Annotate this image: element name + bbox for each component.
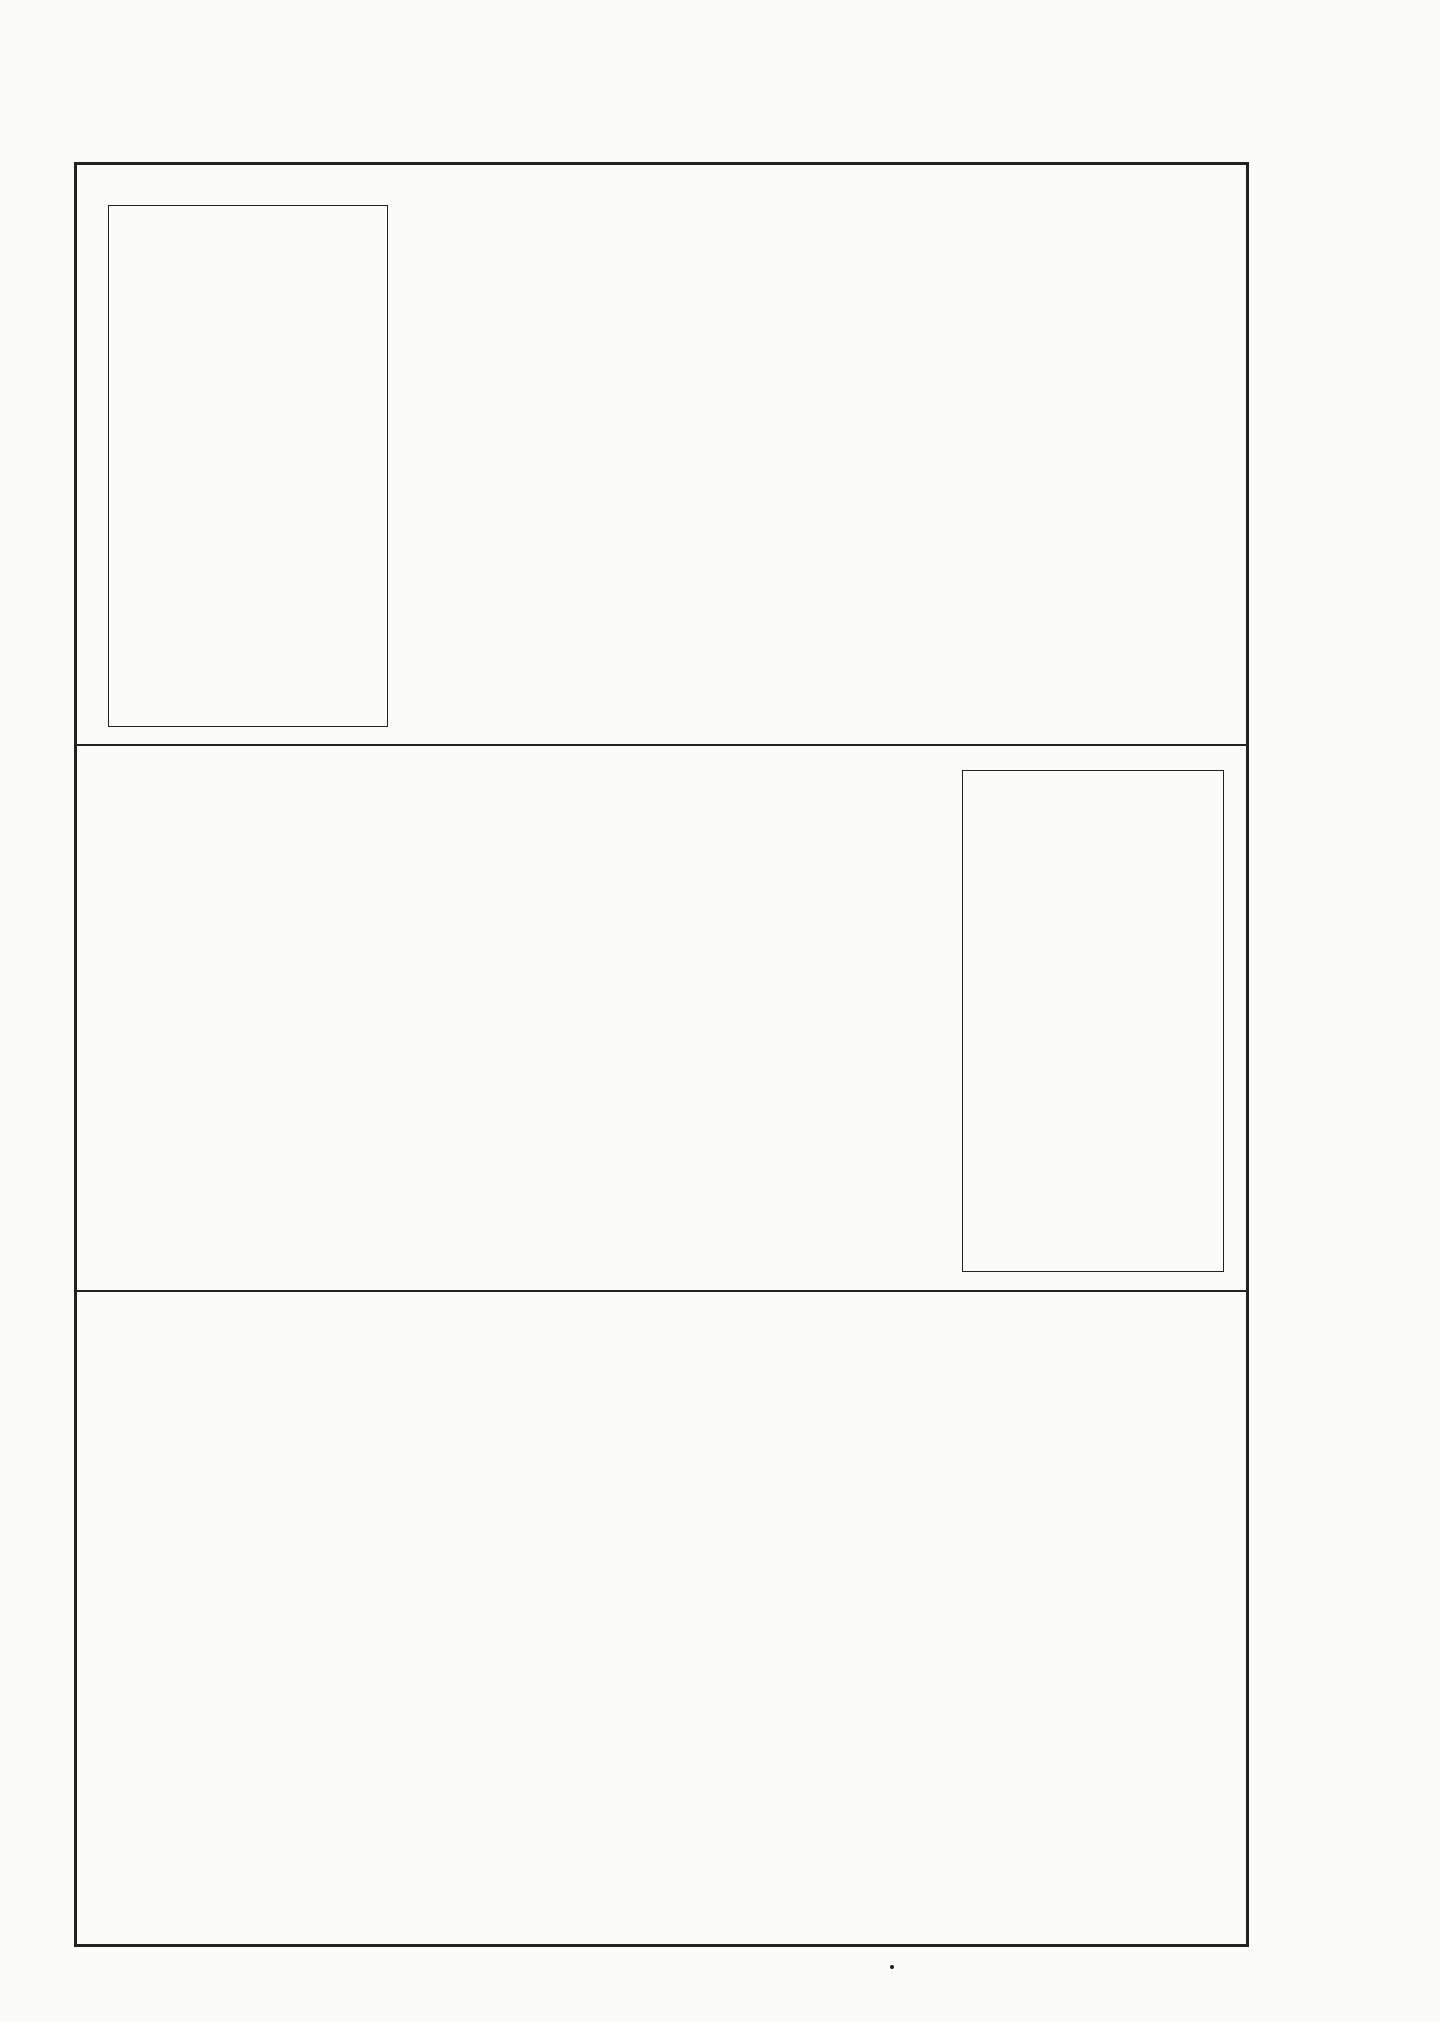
gun-table-middle — [962, 770, 1224, 1272]
bottom-section-text — [92, 1300, 1232, 1936]
gun-table-top — [108, 205, 388, 727]
left-rule — [74, 162, 77, 1947]
section-divider-lower — [74, 1290, 1249, 1292]
top-rule — [74, 162, 1249, 165]
right-rule — [1246, 162, 1249, 1947]
print-dot — [890, 1965, 894, 1969]
middle-section-text — [92, 756, 952, 1284]
bottom-rule — [74, 1944, 1249, 1947]
top-section-text — [398, 178, 1236, 738]
section-divider-upper — [74, 744, 1249, 746]
